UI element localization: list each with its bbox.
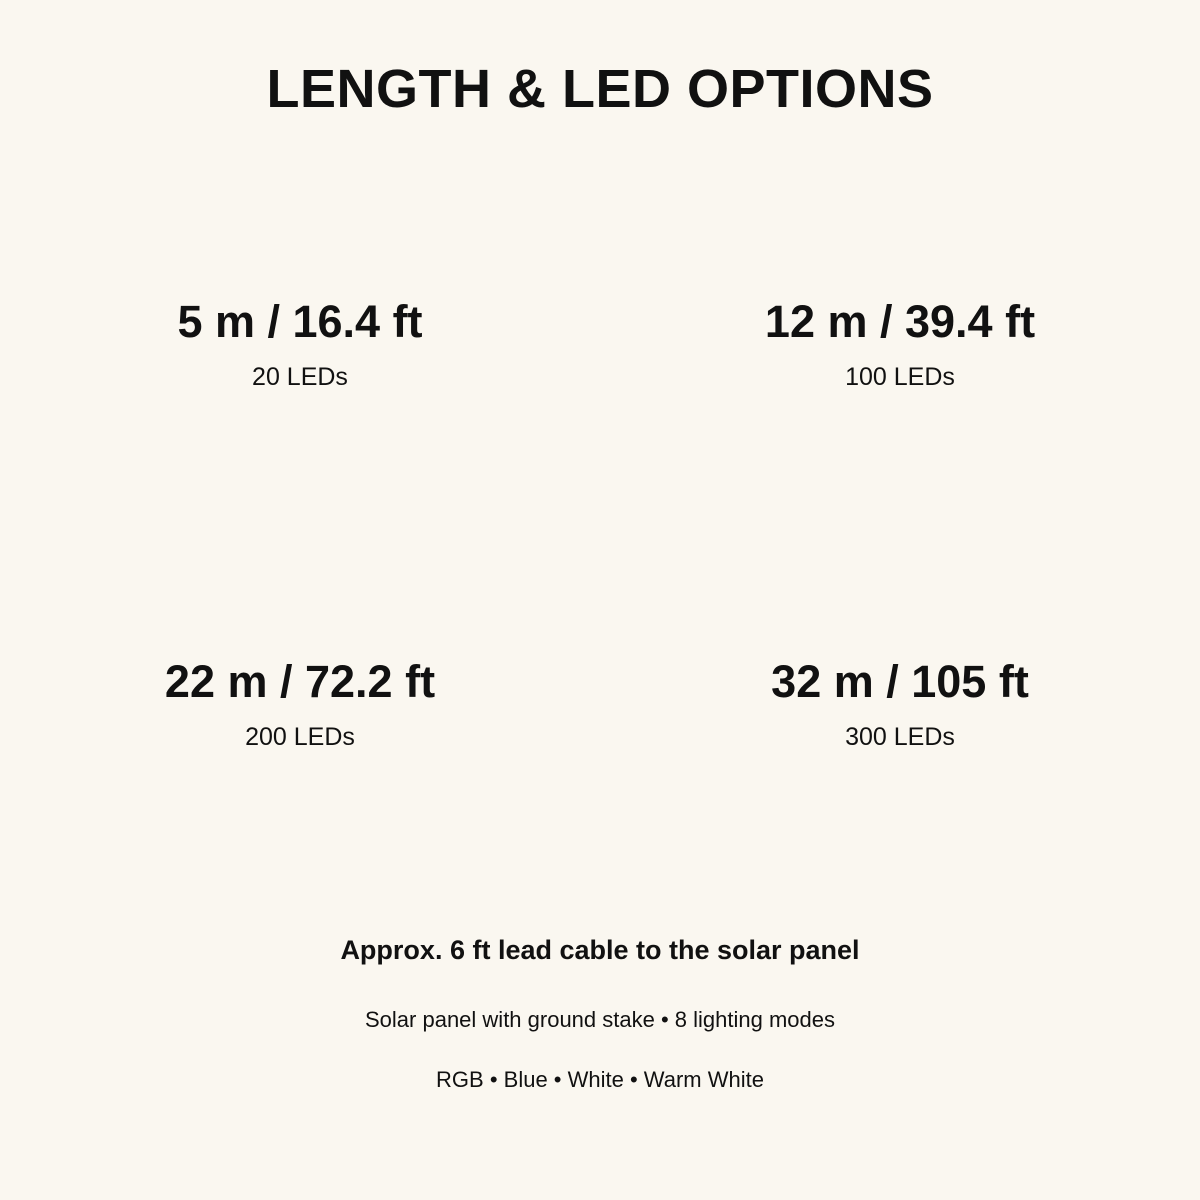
option-led-count: 100 LEDs (845, 363, 955, 391)
feature-line-solar-modes: Solar panel with ground stake • 8 lighting modes (365, 1007, 835, 1032)
option-length: 5 m / 16.4 ft (177, 296, 423, 347)
option-length: 12 m / 39.4 ft (764, 296, 1036, 347)
option-length: 32 m / 105 ft (771, 656, 1029, 707)
cable-note: Approx. 6 ft lead cable to the solar panel (340, 935, 860, 965)
page-title: LENGTH & LED OPTIONS (266, 59, 934, 119)
option-led-count: 300 LEDs (845, 723, 955, 751)
option-32m (600, 654, 1200, 752)
option-led-count: 200 LEDs (245, 723, 355, 751)
option-5m (0, 294, 600, 392)
feature-line-colors: RGB • Blue • White • Warm White (436, 1067, 764, 1092)
option-led-count: 20 LEDs (252, 363, 348, 391)
option-22m (0, 654, 600, 752)
option-length: 22 m / 72.2 ft (164, 656, 436, 707)
option-12m (600, 294, 1200, 392)
